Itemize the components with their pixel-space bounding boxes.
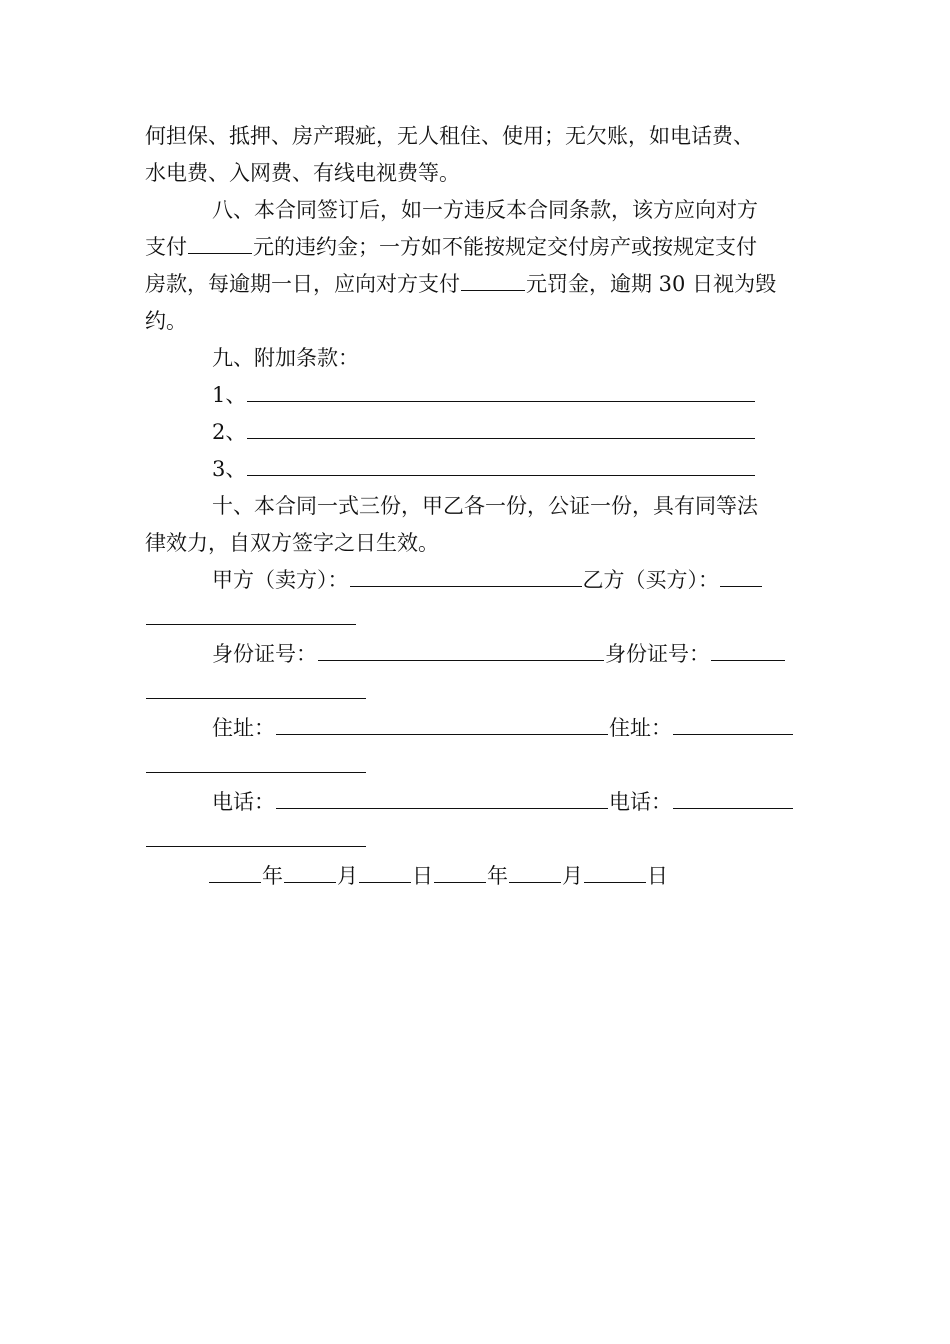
clause-9-title: 九、附加条款： — [212, 346, 359, 370]
buyer-phone-blank-continued — [146, 825, 366, 847]
buyer-id-blank-continued-row — [145, 673, 810, 710]
signature-id-row — [145, 636, 810, 710]
seller-address-blank — [276, 713, 608, 735]
daily-fine-blank — [461, 269, 525, 291]
additional-term-2 — [145, 414, 810, 451]
signing-date-row — [145, 858, 810, 895]
year-blank — [434, 861, 486, 883]
buyer-id-blank-continued — [146, 677, 366, 699]
buyer-name-blank-continued — [146, 603, 356, 625]
signature-phone-line — [145, 784, 810, 821]
buyer-phone-blank-continued-row — [145, 821, 810, 858]
signature-address-line — [145, 710, 810, 747]
contract-body — [145, 118, 810, 895]
buyer-address-blank — [673, 713, 793, 735]
clause-8-line-3 — [145, 266, 810, 303]
signature-party-row — [145, 562, 810, 636]
seller-label: 甲方（卖方）： — [212, 568, 349, 592]
seller-phone-blank — [276, 787, 608, 809]
month-blank — [284, 861, 336, 883]
clause-8-text: 元的违约金；一方如不能按规定交付房产或按规定支付 — [253, 235, 757, 259]
seller-phone-label: 电话： — [212, 790, 275, 814]
buyer-address-label: 住址： — [609, 716, 672, 740]
signature-phone-row — [145, 784, 810, 858]
additional-term-number: 2、 — [212, 420, 247, 444]
buyer-name-blank — [720, 565, 762, 587]
additional-term-number: 1、 — [212, 383, 247, 407]
clause-8-line-4: 约。 — [145, 309, 187, 333]
buyer-phone-blank — [673, 787, 793, 809]
year-label: 年 — [262, 864, 283, 888]
signature-address-row — [145, 710, 810, 784]
clause-10-line-1: 十、本合同一式三份，甲乙各一份，公证一份，具有同等法 — [212, 494, 758, 518]
clause-8-text: 元罚金，逾期 30 日视为毁 — [526, 272, 777, 296]
seller-id-blank — [318, 639, 604, 661]
year-label: 年 — [487, 864, 508, 888]
clause-7-line-2: 水电费、入网费、有线电视费等。 — [145, 161, 460, 185]
month-label: 月 — [562, 864, 583, 888]
additional-term-1 — [145, 377, 810, 414]
signature-id-line — [145, 636, 810, 673]
seller-id-label: 身份证号： — [212, 642, 317, 666]
additional-term-3 — [145, 451, 810, 488]
day-blank — [359, 861, 411, 883]
year-blank — [209, 861, 261, 883]
additional-term-blank — [247, 380, 755, 402]
seller-address-label: 住址： — [212, 716, 275, 740]
clause-8-text: 支付 — [145, 235, 187, 259]
clause-8-line-1: 八、本合同签订后，如一方违反本合同条款，该方应向对方 — [212, 198, 758, 222]
day-blank — [584, 861, 646, 883]
day-label: 日 — [647, 864, 668, 888]
buyer-name-blank-continued-row — [145, 599, 810, 636]
clause-7-line-1: 何担保、抵押、房产瑕疵，无人租住、使用；无欠账，如电话费、 — [145, 124, 754, 148]
clause-10-line-2: 律效力，自双方签字之日生效。 — [145, 531, 439, 555]
additional-term-blank — [247, 454, 755, 476]
day-label: 日 — [412, 864, 433, 888]
additional-term-number: 3、 — [212, 457, 247, 481]
buyer-label: 乙方（买方）： — [582, 568, 719, 592]
month-blank — [509, 861, 561, 883]
buyer-phone-label: 电话： — [609, 790, 672, 814]
buyer-id-blank — [711, 639, 785, 661]
month-label: 月 — [337, 864, 358, 888]
penalty-amount-blank — [188, 232, 252, 254]
buyer-address-blank-continued-row — [145, 747, 810, 784]
buyer-id-label: 身份证号： — [605, 642, 710, 666]
additional-term-blank — [247, 417, 755, 439]
seller-name-blank — [350, 565, 582, 587]
clause-8-text: 房款，每逾期一日，应向对方支付 — [145, 272, 460, 296]
signature-party-line — [145, 562, 810, 599]
buyer-address-blank-continued — [146, 751, 366, 773]
clause-8-line-2 — [145, 229, 810, 266]
